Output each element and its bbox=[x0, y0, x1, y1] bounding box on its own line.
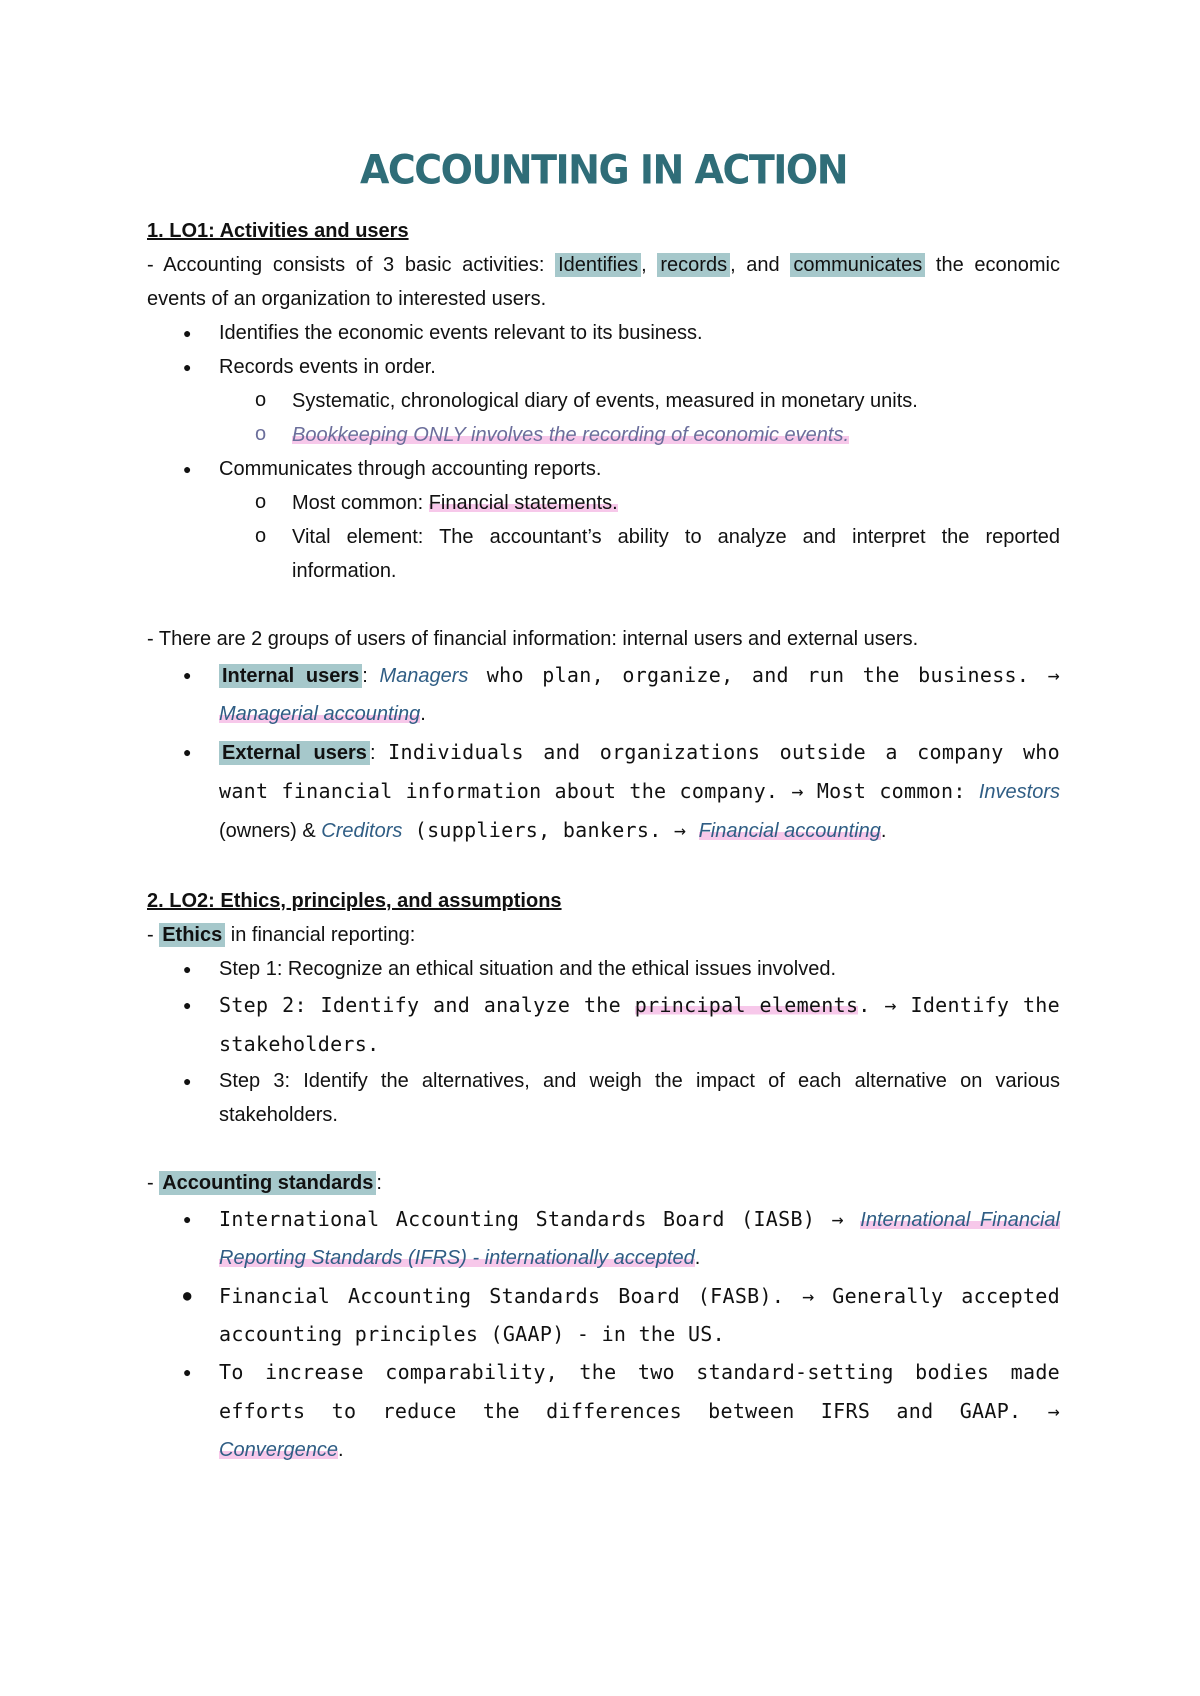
activities-intro bbox=[147, 248, 1060, 316]
internal-users-label: Internal users bbox=[219, 664, 362, 688]
sub-list-item bbox=[147, 486, 1060, 520]
section-1-heading: 1. LO1: Activities and users bbox=[147, 220, 409, 242]
suppliers-text: (suppliers, bankers. → bbox=[402, 818, 699, 842]
users-intro: - There are 2 groups of users of financial information: internal users and external users. bbox=[147, 628, 919, 650]
ethics-label: Ethics bbox=[159, 923, 225, 947]
external-users-text: Individuals and organizations outside a company who want financial information about the company. → Most common: bbox=[219, 740, 1060, 803]
sub-list-item bbox=[147, 418, 1060, 452]
colon: : bbox=[362, 665, 380, 687]
and-text: , and bbox=[730, 254, 780, 276]
list-item: ● Financial Accounting Standards Board (FASB). → Generally accepted accounting principles (GAAP) - in the US. bbox=[147, 1277, 1060, 1353]
principal-elements-highlight: principal elements bbox=[634, 993, 859, 1017]
sub-list-item: o Vital element: The accountant’s ability to analyze and interpret the reported information. bbox=[147, 520, 1060, 588]
financial-accounting-term: Financial accounting bbox=[698, 820, 881, 842]
list-item bbox=[147, 1200, 1060, 1277]
list-item: ● Identifies the economic events relevant to its business. bbox=[147, 316, 1060, 350]
ethics-post-text: in financial reporting: bbox=[225, 924, 416, 946]
list-item: ● Step 3: Identify the alternatives, and weigh the impact of each alternative on various stakeholders. bbox=[147, 1064, 1060, 1132]
colon: : bbox=[369, 742, 389, 764]
users-list bbox=[147, 656, 1060, 850]
bookkeeping-note: Bookkeeping ONLY involves the recording of economic events. bbox=[292, 424, 850, 446]
step2-post-text: . → Identify the stakeholders. bbox=[219, 993, 1060, 1056]
internal-users-text: who plan, organize, and run the business. → bbox=[468, 663, 1060, 687]
owners-text: (owners) & bbox=[219, 820, 322, 842]
most-common-label: Most common: bbox=[292, 492, 429, 514]
list-item: ● Communicates through accounting reports. bbox=[147, 452, 1060, 486]
document-title: ACCOUNTING IN ACTION bbox=[359, 146, 848, 194]
iasb-text: International Accounting Standards Board (IASB) → bbox=[219, 1207, 861, 1231]
convergence-text: To increase comparability, the two standard-setting bodies made efforts to reduce the differences between IFRS and GAAP. → bbox=[219, 1360, 1060, 1423]
intro-post-text: the economic events of an organization to interested users. bbox=[147, 254, 1060, 310]
highlight-records: records bbox=[657, 253, 730, 277]
highlight-identifies: Identifies bbox=[555, 253, 641, 277]
dash: - bbox=[147, 1172, 160, 1194]
intro-text: - Accounting consists of 3 basic activities: bbox=[147, 254, 545, 276]
period: . bbox=[337, 1439, 344, 1461]
ethics-intro bbox=[147, 918, 1060, 952]
sub-list-item: o Systematic, chronological diary of events, measured in monetary units. bbox=[147, 384, 1060, 418]
period: . bbox=[694, 1247, 701, 1269]
dash: - bbox=[147, 924, 160, 946]
activities-list bbox=[147, 316, 1060, 588]
colon: : bbox=[376, 1172, 382, 1194]
list-item bbox=[147, 986, 1060, 1064]
comma: , bbox=[641, 254, 647, 276]
section-2-heading: 2. LO2: Ethics, principles, and assumptions bbox=[147, 890, 562, 912]
list-item bbox=[147, 656, 1060, 733]
period: . bbox=[880, 820, 887, 842]
list-item bbox=[147, 733, 1060, 850]
highlight-communicates: communicates bbox=[790, 253, 925, 277]
convergence-term: Convergence bbox=[219, 1439, 338, 1461]
document-page bbox=[147, 148, 1060, 1469]
list-item: ● Step 1: Recognize an ethical situation and the ethical issues involved. bbox=[147, 952, 1060, 986]
managers-term: Managers bbox=[379, 665, 469, 687]
ifrs-term: International Financial Reporting Standards (IFRS) - internationally accepted bbox=[219, 1209, 1060, 1269]
standards-intro bbox=[147, 1166, 1060, 1200]
ethics-steps-list bbox=[147, 952, 1060, 1132]
external-users-label: External users bbox=[219, 741, 370, 765]
period: . bbox=[420, 703, 426, 725]
step2-text: Step 2: Identify and analyze the bbox=[219, 993, 635, 1017]
standards-list bbox=[147, 1200, 1060, 1469]
managerial-accounting-term: Managerial accounting bbox=[219, 703, 421, 725]
creditors-term: Creditors bbox=[321, 820, 403, 842]
financial-statements-highlight: Financial statements. bbox=[428, 492, 618, 514]
list-item bbox=[147, 1353, 1060, 1469]
accounting-standards-label: Accounting standards bbox=[159, 1171, 376, 1195]
investors-term: Investors bbox=[978, 781, 1060, 803]
list-item: ● Records events in order. bbox=[147, 350, 1060, 384]
